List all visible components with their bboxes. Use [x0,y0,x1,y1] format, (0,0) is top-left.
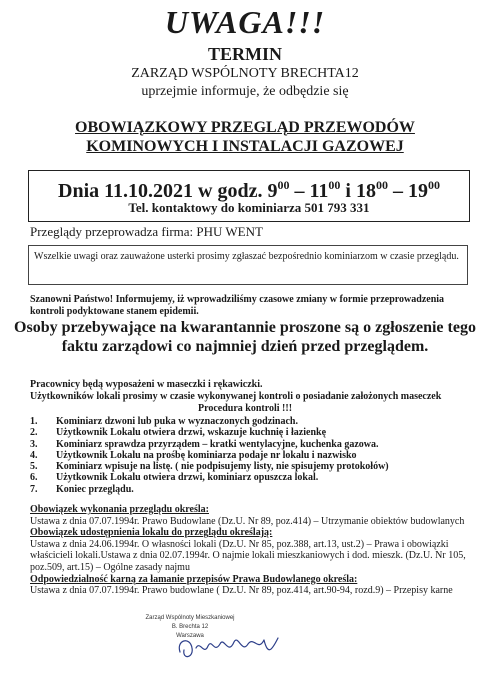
users-mask-note: Użytkowników lokali prosimy w czasie wykonywanej kontroli o posiadanie założonych maseczek [30,391,442,402]
handwritten-signature [174,630,284,664]
legal-heading-2: Obowiązek udostępnienia lokalu do przeglądu określają: [30,527,273,539]
inspection-title-line-2: KOMINOWYCH I INSTALACJI GAZOWEJ [86,138,404,155]
procedure-step: 7. Koniec przeglądu. [30,483,134,495]
legal-heading-1: Obowiązek wykonania przeglądu określa: [30,504,209,515]
time-sup-3: 00 [375,178,388,192]
procedure-step: 5. Kominiarz wpisuje na listę. ( nie podpisujemy listy, nie spisujemy protokołów) [30,461,389,473]
epidemic-notice: Szanowni Państwo! Informujemy, iż wprowadziliśmy czasowe zmiany w formie przeprowadzenia kontroli podyktowane stanem epidemii. [30,294,445,317]
procedure-step: 4. Użytkownik Lokalu na prośbę kominiarza podaje nr lokalu i nazwisko [30,449,357,461]
safety-notes [30,379,470,403]
stamp-line-2: B. Brechta 12 [171,624,209,630]
procedure-step: 2. Użytkownik Lokalu otwiera drzwi, wskazuje kuchnię i łazienkę [30,427,327,439]
procedure-steps [30,416,470,495]
board-name: ZARZĄD WSPÓLNOTY BRECHTA12 [131,66,359,81]
inspection-firm: Przeglądy przeprowadza firma: PHU WENT [30,224,263,239]
stamp-line-3: Warszawa [176,633,204,639]
remarks-box: Wszelkie uwagi oraz zauważone usterki prosimy zgłaszać bezpośrednio kominiarzom w czasie przeglądu. [28,245,468,285]
legal-basis [30,504,470,597]
termin-heading: TERMIN [207,44,282,64]
legal-text-3: Ustawa z dnia 07.07.1994r. Prawo budowlane ( Dz.U. Nr 89, poz.414, art.90-94, rozd.9) – Przepisy karne [30,585,453,597]
legal-text-2: Ustawa z dnia 24.06.1994r. O własności lokali (Dz.U. Nr 85, poz.388, art.13, ust.2) – Prawa i obowiązki właścicieli lokali.Ustawa z dnia 02.07.1994r. O najmie lokali mieszkaniowych i dod. mieszk. (Dz.U. Nr 105, poz.509, art.15) – Ogólne zasady najmu [30,538,466,573]
legal-text-1: Ustawa z dnia 07.07.1994r. Prawo Budowlane (Dz.U. Nr 89, poz.414) – Utrzymanie obiektów budowlanych [30,515,465,527]
inspection-title [0,118,490,156]
announcement-intro: uprzejmie informuje, że odbędzie się [141,84,349,99]
time-dash-2: – 19 [387,180,428,202]
notice-headline: UWAGA!!! [164,4,326,40]
time-sup-2: 00 [328,178,341,192]
schedule-box [28,170,470,222]
time-sup-1: 00 [277,178,290,192]
inspection-title-line-1: OBOWIĄZKOWY PRZEGLĄD PRZEWODÓW [75,119,415,136]
procedure-step: 6. Użytkownik Lokalu otwiera drzwi, kominiarz opuszcza lokal. [30,472,319,484]
quarantine-notice: Osoby przebywające na kwarantannie proszone są o zgłoszenie tego faktu zarządowi co najmniej dzień przed przeglądem. [14,319,476,355]
stamp-line-1: Zarząd Wspólnoty Mieszkaniowej [145,615,235,621]
legal-heading-3: Odpowiedzialność karną za łamanie przepisów Prawa Budowlanego określa: [30,573,358,585]
time-sup-4: 00 [427,178,440,192]
date-prefix: Dnia 11.10.2021 w godz. 9 [58,180,278,202]
workers-note: Pracownicy będą wyposażeni w maseczki i rękawiczki. [30,379,263,390]
procedure-step: 3. Kominiarz sprawdza przyrządem – kratki wentylacyjne, kuchenka gazowa. [30,438,379,450]
time-dash-1: – 11 [289,180,329,202]
time-and: i 18 [340,180,376,202]
procedure-title: Procedura kontroli !!! [197,403,293,414]
chimney-sweep-phone: Tel. kontaktowy do kominiarza 501 793 331 [128,200,370,215]
procedure-step: 1. Kominiarz dzwoni lub puka w wyznaczonych godzinach. [30,416,298,427]
